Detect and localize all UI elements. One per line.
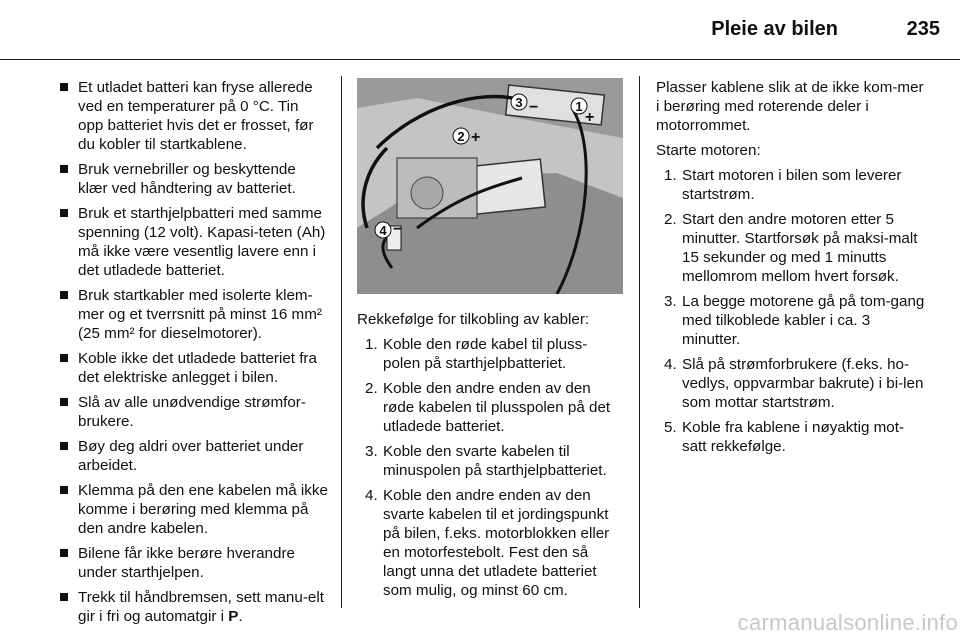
bullet-item: Bilene får ikke berøre hverandre under starthjelpen. xyxy=(58,544,328,582)
cable-placement-note: Plasser kablene slik at de ikke kom-mer i berøring med roterende deler i motorrommet. xyxy=(656,79,924,134)
watermark: carmanualsonline.info xyxy=(737,610,958,635)
callout-1: 1 xyxy=(575,99,583,114)
step-item: 5. Koble fra kablene i nøyaktig mot-satt rekkefølge. xyxy=(664,419,905,455)
step-item: 1. Start motoren i bilen som leverer startstrøm. xyxy=(664,167,902,203)
connection-steps xyxy=(357,335,623,600)
page-title: Pleie av bilen xyxy=(711,18,838,40)
middle-column xyxy=(357,78,623,606)
bullet-item: Koble ikke det utladede batteriet fra det elektriske anlegget i bilen. xyxy=(58,349,328,387)
gear-position-p: P xyxy=(228,608,239,625)
start-engine-heading: Starte motoren: xyxy=(656,142,761,159)
bullet-item: Klemma på den ene kabelen må ikke komme i berøring med klemma på den andre kabelen. xyxy=(58,481,328,538)
step-item: 2. Start den andre motoren etter 5 minutter. Startforsøk på maksi-malt 15 sekunder og med 1 minutts mellomrom mellom hvert forsøk. xyxy=(664,211,918,285)
column-divider xyxy=(639,76,640,608)
connection-order-intro: Rekkefølge for tilkobling av kabler: xyxy=(357,311,590,328)
step-item: 4. Koble den andre enden av den svarte kabelen til et jordingspunkt på bilen, f.eks. motorblokken eller en motorfestebolt. Fest den så langt unna det utladete batteriet som mulig, og minst 60 cm. xyxy=(365,487,610,599)
step-item: 4. Slå på strømforbrukere (f.eks. ho-vedlys, oppvarmbar bakrute) i bi-len som mottar startstrøm. xyxy=(664,356,924,411)
step-item: 1. Koble den røde kabel til pluss-polen på starthjelpbatteriet. xyxy=(365,336,588,372)
callout-3-sign: − xyxy=(529,99,539,116)
bullet-item xyxy=(58,588,328,626)
callout-1-sign: + xyxy=(585,109,595,126)
left-column xyxy=(58,78,328,632)
bullet-item: Bøy deg aldri over batteriet under arbeidet. xyxy=(58,437,328,475)
bullet-text: Trekk til håndbremsen, sett manu-elt gir i fri og automatgir i xyxy=(78,589,324,625)
right-column xyxy=(656,78,926,462)
bullet-item: Bruk vernebriller og beskyttende klær ved håndtering av batteriet. xyxy=(58,160,328,198)
bullet-item: Bruk et starthjelpbatteri med samme spenning (12 volt). Kapasi-teten (Ah) må ikke være vesentlig lavere enn i det utladede batteriet. xyxy=(58,204,328,280)
jump-start-illustration xyxy=(357,78,623,294)
step-item: 2. Koble den andre enden av den røde kabelen til plusspolen på det utladede batteriet. xyxy=(365,380,611,435)
callout-2: 2 xyxy=(457,129,465,144)
page-number: 235 xyxy=(906,18,940,40)
bullet-item: Bruk startkabler med isolerte klem-mer og et tverrsnitt på minst 16 mm² (25 mm² for dieselmotorer). xyxy=(58,286,328,343)
step-item: 3. La begge motorene gå på tom-gang med tilkoblede kabler i ca. 3 minutter. xyxy=(664,293,925,348)
callout-4-sign: − xyxy=(393,221,403,238)
callout-2-sign: + xyxy=(471,129,481,146)
callout-3: 3 xyxy=(515,95,523,110)
start-engine-steps xyxy=(656,166,926,456)
step-item: 3. Koble den svarte kabelen til minuspolen på starthjelpbatteriet. xyxy=(365,443,607,479)
bullet-item: Et utladet batteri kan fryse allerede ved en temperaturer på 0 °C. Tin opp batteriet hvis det er frosset, før du kobler til startkablene. xyxy=(58,78,328,154)
safety-bullet-list xyxy=(58,78,328,626)
bullet-end: . xyxy=(238,608,243,625)
bullet-item: Slå av alle unødvendige strømfor-brukere. xyxy=(58,393,328,431)
header-divider xyxy=(0,59,960,60)
column-divider xyxy=(341,76,342,608)
callout-4: 4 xyxy=(379,223,387,238)
